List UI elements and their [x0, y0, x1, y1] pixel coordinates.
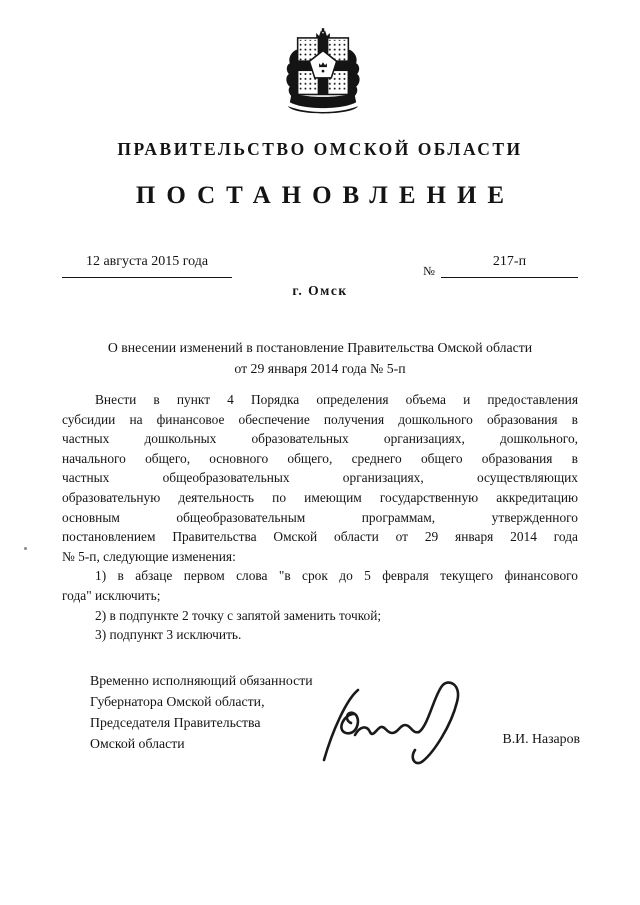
signatory-position-line: Губернатора Омской области, [90, 694, 265, 709]
scan-speck [24, 547, 27, 550]
signatory-position-line: Временно исполняющий обязанности [90, 673, 313, 688]
document-date: 12 августа 2015 года [62, 254, 232, 278]
body-line: начального общего, основного общего, среднего общего образования в [62, 450, 578, 466]
document-subject [0, 337, 640, 379]
document-number: 217-п [441, 254, 578, 278]
subject-line-1: О внесении изменений в постановление Правительства Омской области [107, 340, 533, 355]
body-line: образовательную деятельность по имеющим государственную аккредитацию [62, 489, 578, 505]
signatory-position [90, 670, 313, 754]
body-line: основным общеобразовательным программам, утвержденного [62, 509, 578, 525]
number-sign: № [423, 264, 435, 278]
body-line: Внести в пункт 4 Порядка определения объема и предоставления [95, 392, 578, 407]
body-line: частных дошкольных образовательных организациях, дошкольного, [62, 431, 578, 447]
body-line: № 5-п, следующие изменения: [62, 548, 236, 564]
body-line: субсидии на финансовое обеспечение получения дошкольного образования в [62, 411, 578, 427]
list-item: года" исключить; [62, 587, 161, 603]
subject-line-2: от 29 января 2014 года № 5-п [234, 361, 406, 376]
list-item: 2) в подпункте 2 точку с запятой заменить точкой; [95, 607, 382, 623]
document-body [62, 390, 578, 645]
omsk-oblast-coat-of-arms-icon [284, 28, 362, 120]
list-item: 1) в абзаце первом слова "в срок до 5 февраля текущего финансового [95, 568, 578, 584]
signatory-position-line: Председателя Правительства [90, 715, 261, 730]
document-type-title: ПОСТАНОВЛЕНИЕ [135, 182, 516, 209]
body-line: частных общеобразовательных организациях, осуществляющих [62, 470, 578, 486]
issuing-authority-title: ПРАВИТЕЛЬСТВО ОМСКОЙ ОБЛАСТИ [117, 139, 523, 159]
signatory-position-line: Омской области [90, 736, 185, 751]
signatory-name: В.И. Назаров [502, 731, 580, 746]
handwritten-signature-icon [316, 680, 481, 772]
list-item: 3) подпункт 3 исключить. [95, 627, 242, 643]
body-line: постановлением Правительства Омской области от 29 января 2014 года [62, 529, 578, 545]
city-label: г. Омск [292, 283, 348, 298]
